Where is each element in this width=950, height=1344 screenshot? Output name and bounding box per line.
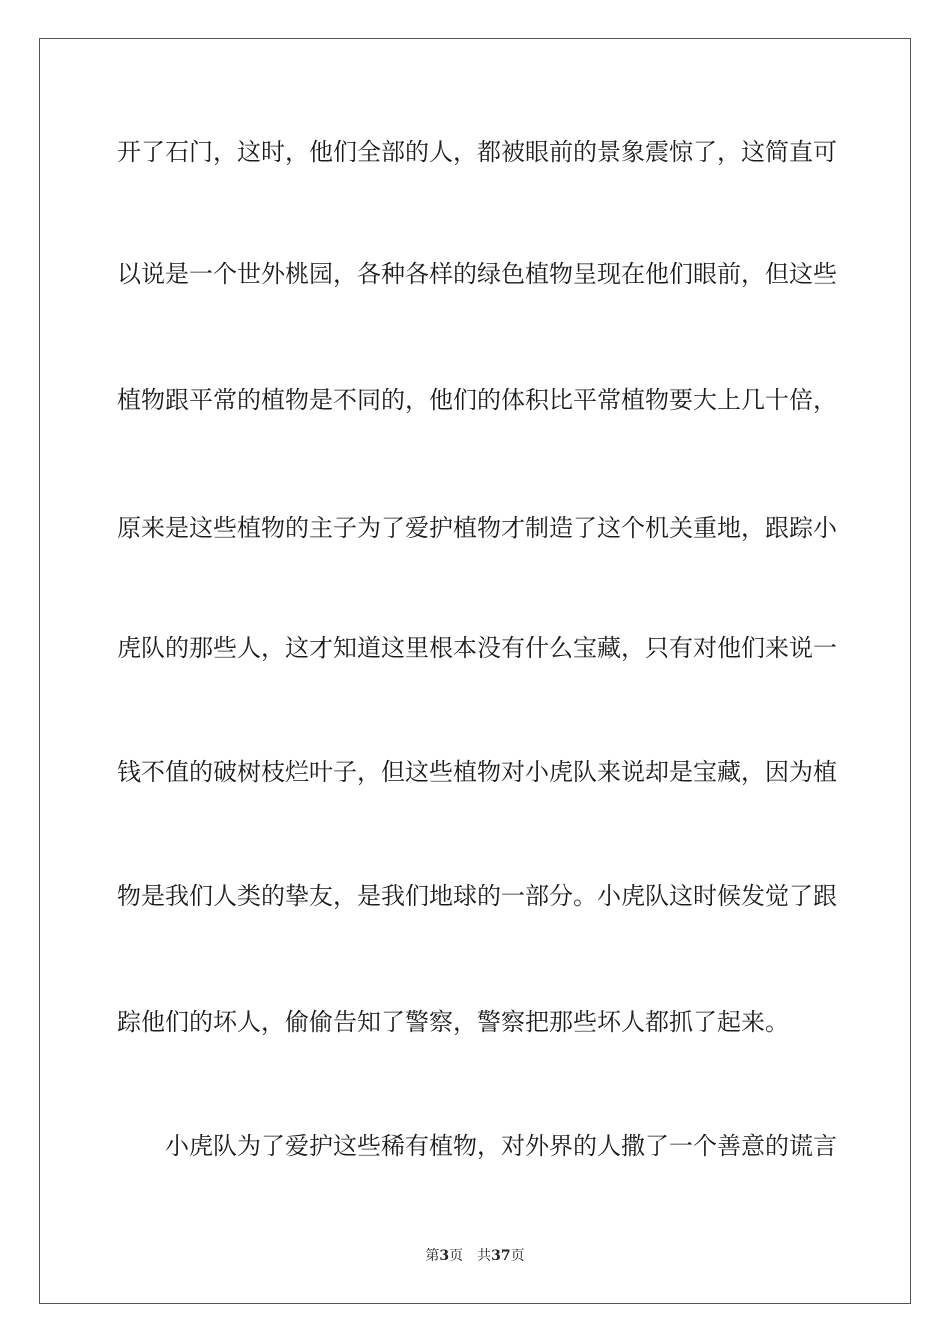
footer-page-suffix: 页: [449, 1248, 464, 1264]
body-line-4: 原来是这些植物的主子为了爱护植物才制造了这个机关重地，跟踪小: [117, 514, 837, 542]
page-border: [39, 38, 911, 1304]
body-line-9: 小虎队为了爱护这些稀有植物，对外界的人撒了一个善意的谎言: [117, 1132, 837, 1160]
body-line-3: 植物跟平常的植物是不同的，他们的体积比平常植物要大上几十倍，: [117, 386, 837, 414]
footer-page-prefix: 第: [425, 1248, 440, 1264]
footer-total-suffix: 页: [510, 1248, 525, 1264]
body-line-1: 开了石门，这时，他们全部的人，都被眼前的景象震惊了，这简直可: [117, 138, 837, 166]
body-line-6: 钱不值的破树枝烂叶子，但这些植物对小虎队来说却是宝藏，因为植: [117, 758, 837, 786]
footer-total-number: 37: [491, 1248, 511, 1264]
page-footer: [0, 1247, 950, 1265]
body-line-7: 物是我们人类的挚友，是我们地球的一部分。小虎队这时候发觉了跟: [117, 882, 837, 910]
body-line-5: 虎队的那些人，这才知道这里根本没有什么宝藏，只有对他们来说一: [117, 634, 837, 662]
body-line-8: 踪他们的坏人，偷偷告知了警察，警察把那些坏人都抓了起来。: [117, 1008, 789, 1036]
footer-total-prefix: 共: [477, 1248, 492, 1264]
body-line-2: 以说是一个世外桃园，各种各样的绿色植物呈现在他们眼前，但这些: [117, 260, 837, 288]
footer-page-number: 3: [439, 1248, 450, 1264]
